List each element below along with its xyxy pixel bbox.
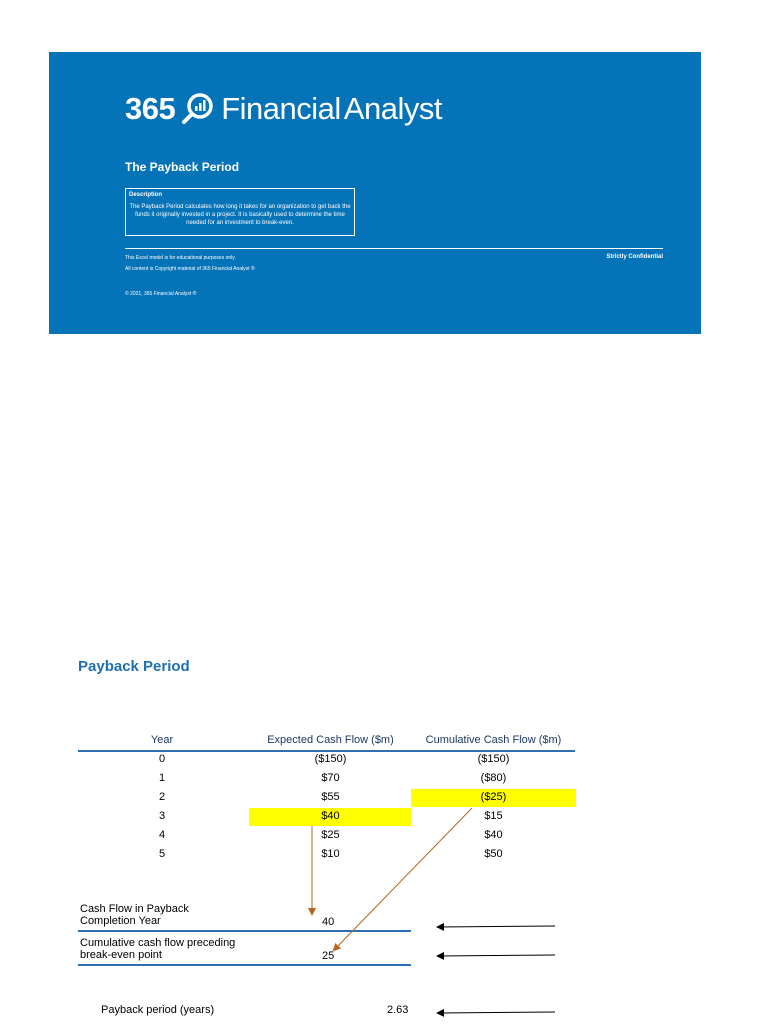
- educational-note: This Excel model is for educational purposes only.: [125, 255, 236, 261]
- cf-completion-label-line2: Completion Year: [80, 915, 161, 927]
- cell-expected: $55: [321, 791, 340, 803]
- description-body: The Payback Period calculates how long it takes for an organization to get back the funds it originally invested in a project. It is basically used to determine the time needed for an investment to break-even.: [129, 204, 351, 226]
- cell-year: 0: [158, 753, 166, 765]
- cumulative-preceding-value: 25: [322, 950, 335, 962]
- cell-year: 2: [158, 791, 166, 803]
- header-year: Year: [150, 734, 174, 746]
- payback-period-value: 2.63: [387, 1004, 409, 1016]
- cover-title: The Payback Period: [125, 160, 240, 174]
- header-cumulative: Cumulative Cash Flow ($m): [425, 734, 562, 746]
- logo-number: 365: [125, 91, 176, 126]
- copyright-year: © 2021, 365 Financial Analyst ®: [125, 291, 197, 297]
- copyright-note: All content is Copyright material of 365 Financial Analyst ®: [125, 266, 255, 272]
- arrow-pointer-cumulative: [438, 955, 555, 956]
- logo-word-financial: Financial: [221, 91, 341, 126]
- header-expected: Expected Cash Flow ($m): [267, 734, 394, 746]
- cell-year: 5: [158, 848, 166, 860]
- cell-expected: $70: [321, 772, 340, 784]
- confidential-label: Strictly Confidential: [606, 254, 663, 260]
- cell-cumulative: $15: [484, 810, 503, 822]
- arrow-pointer-result: [438, 1012, 555, 1013]
- arrow-pointer-cf: [438, 926, 555, 927]
- arrow-cumulative-to-preceding: [334, 808, 472, 950]
- cell-year: 3: [158, 810, 166, 822]
- cell-cumulative: $50: [484, 848, 503, 860]
- cumulative-preceding-label-line1: Cumulative cash flow preceding: [80, 937, 236, 949]
- cell-expected: ($150): [314, 753, 347, 765]
- cell-expected: $25: [321, 829, 340, 841]
- section-title: Payback Period: [78, 658, 190, 675]
- cell-year: 4: [158, 829, 166, 841]
- description-heading: Description: [129, 192, 163, 198]
- cf-completion-label-line1: Cash Flow in Payback: [80, 903, 189, 915]
- cell-expected: $40: [321, 810, 340, 822]
- payback-period-label: Payback period (years): [101, 1004, 215, 1016]
- cell-cumulative: ($25): [480, 791, 507, 803]
- logo-word-analyst: Analyst: [343, 91, 442, 126]
- cell-cumulative: ($80): [480, 772, 507, 784]
- cell-expected: $10: [321, 848, 340, 860]
- cumulative-preceding-label-line2: break-even point: [80, 949, 162, 961]
- cell-cumulative: $40: [484, 829, 503, 841]
- cell-cumulative: ($150): [477, 753, 510, 765]
- cell-year: 1: [158, 772, 166, 784]
- cf-completion-value: 40: [322, 916, 335, 928]
